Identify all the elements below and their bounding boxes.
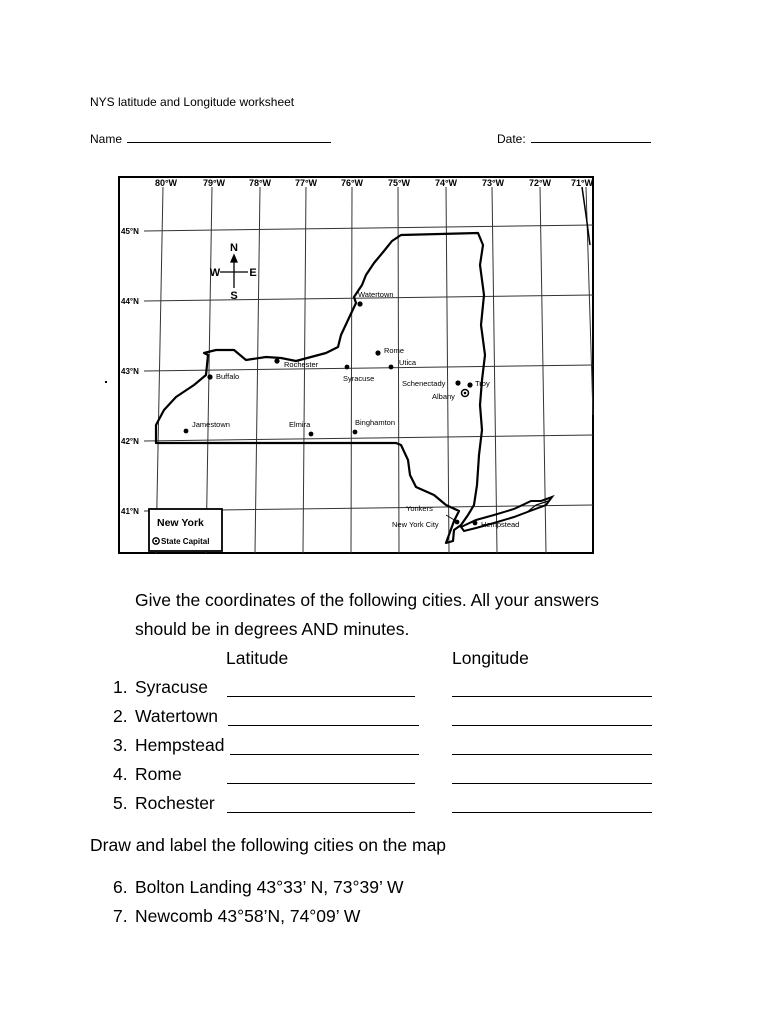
- city-dot-troy: [467, 382, 472, 387]
- lon-label: 74°W: [434, 178, 458, 188]
- date-line: [531, 128, 651, 143]
- legend-capital-label: State Capital: [161, 537, 210, 546]
- city-label: Elmira: [289, 420, 311, 429]
- city-label: Yonkers: [406, 504, 433, 513]
- city-label: New York City: [392, 520, 439, 529]
- city-label: Watertown: [358, 290, 394, 299]
- lon-label: 71°W: [570, 178, 594, 188]
- city-label: Binghamton: [355, 418, 396, 427]
- lat-label: 44°N: [121, 297, 139, 306]
- question-city: Hempstead: [135, 735, 225, 755]
- city-dot-schenectady: [455, 380, 460, 385]
- stray-mark: [105, 381, 107, 383]
- draw-item-number: 6.: [113, 877, 128, 897]
- lon-label: 73°W: [481, 178, 505, 188]
- compass-e: E: [249, 267, 257, 279]
- question-number: 5.: [113, 793, 128, 813]
- city-label: Utica: [399, 358, 417, 367]
- city-label: Jamestown: [192, 420, 230, 429]
- date-field[interactable]: [497, 128, 651, 146]
- lat-label: 43°N: [121, 367, 139, 376]
- question-number: 2.: [113, 706, 128, 726]
- longitude-answer-line[interactable]: [452, 754, 652, 755]
- city-label: Buffalo: [216, 372, 240, 381]
- lat-label: 41°N: [121, 507, 139, 516]
- lon-label: 72°W: [528, 178, 552, 188]
- instructions-line-2: should be in degrees AND minutes.: [135, 619, 410, 639]
- lon-label: 80°W: [154, 178, 178, 188]
- column-header-longitude: Longitude: [452, 648, 529, 668]
- draw-item-text: Bolton Landing 43°33’ N, 73°39’ W: [135, 877, 404, 897]
- longitude-answer-line[interactable]: [452, 725, 652, 726]
- city-dot-watertown: [357, 301, 362, 306]
- city-label: Hempstead: [481, 520, 520, 529]
- longitude-answer-line[interactable]: [452, 812, 652, 813]
- new-york-map: [116, 175, 596, 555]
- name-line: [127, 128, 331, 143]
- draw-item-text: Newcomb 43°58’N, 74°09’ W: [135, 906, 361, 926]
- city-dot-utica: [389, 365, 394, 370]
- name-label: Name: [90, 132, 123, 146]
- question-city: Rome: [135, 764, 182, 784]
- name-field[interactable]: [90, 128, 331, 146]
- longitude-answer-line[interactable]: [452, 783, 652, 784]
- city-dot-jamestown: [184, 429, 189, 434]
- lon-label: 79°W: [202, 178, 226, 188]
- lon-label: 76°W: [340, 178, 364, 188]
- lat-label: 45°N: [121, 227, 139, 236]
- city-dot-elmira: [309, 432, 314, 437]
- compass-n: N: [230, 242, 238, 254]
- compass-s: S: [230, 290, 238, 302]
- draw-section-heading: Draw and label the following cities on the map: [90, 835, 447, 855]
- lon-label: 75°W: [387, 178, 411, 188]
- city-label: Rochester: [284, 360, 319, 369]
- legend-title: New York: [157, 517, 204, 529]
- city-dot-rochester: [274, 358, 279, 363]
- city-dot-hempstead: [473, 521, 478, 526]
- instructions-line-1: Give the coordinates of the following cities. All your answers: [135, 590, 599, 610]
- lon-label: 78°W: [248, 178, 272, 188]
- map-border: [119, 177, 593, 553]
- city-dot-rome: [375, 350, 380, 355]
- longitude-answer-line[interactable]: [452, 696, 652, 697]
- city-dot-binghamton: [353, 430, 358, 435]
- worksheet-title: NYS latitude and Longitude worksheet: [90, 95, 295, 109]
- column-header-latitude: Latitude: [226, 648, 289, 668]
- city-label: Syracuse: [343, 374, 375, 383]
- city-dot-buffalo: [207, 374, 212, 379]
- city-dot-syracuse: [345, 365, 350, 370]
- question-city: Watertown: [135, 706, 218, 726]
- city-label: Albany: [432, 392, 455, 401]
- question-number: 4.: [113, 764, 128, 784]
- compass-w: W: [209, 267, 221, 279]
- question-number: 3.: [113, 735, 128, 755]
- city-label: Troy: [475, 379, 490, 388]
- question-city: Rochester: [135, 793, 215, 813]
- lat-label: 42°N: [121, 437, 139, 446]
- latitude-answer-line[interactable]: [227, 783, 415, 784]
- date-label: Date:: [497, 132, 526, 146]
- question-city: Syracuse: [135, 677, 208, 697]
- question-number: 1.: [113, 677, 128, 697]
- draw-item-number: 7.: [113, 906, 128, 926]
- latitude-answer-line[interactable]: [227, 812, 415, 813]
- latitude-answer-line[interactable]: [228, 725, 419, 726]
- city-label: Schenectady: [402, 379, 446, 388]
- city-label: Rome: [384, 346, 405, 355]
- latitude-answer-line[interactable]: [230, 754, 419, 755]
- lon-label: 77°W: [294, 178, 318, 188]
- latitude-answer-line[interactable]: [227, 696, 415, 697]
